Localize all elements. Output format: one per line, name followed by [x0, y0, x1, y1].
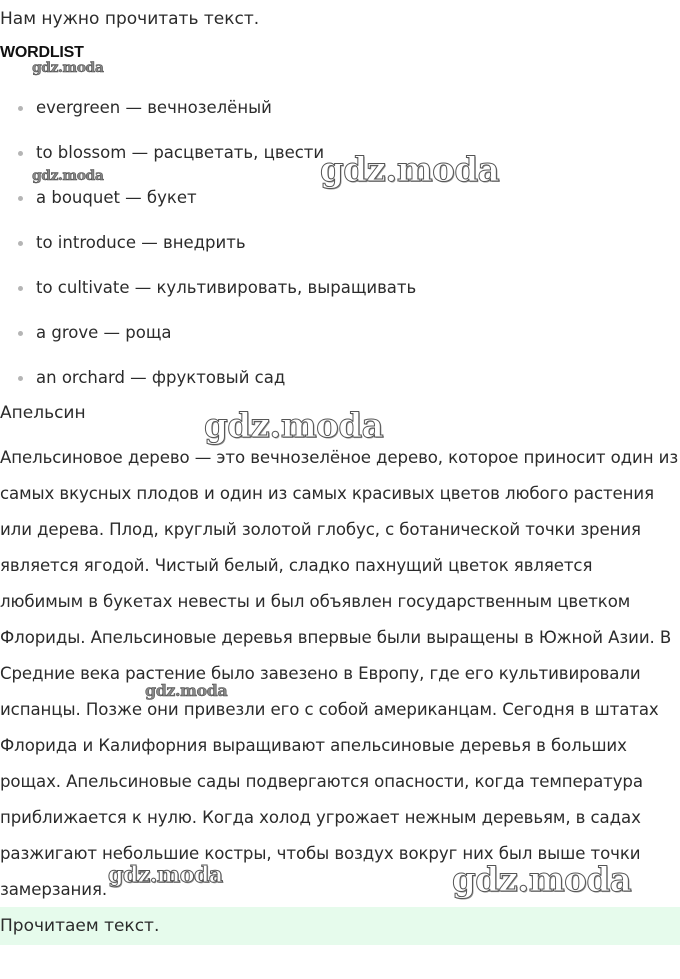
watermark: gdz.moda	[32, 168, 104, 184]
list-item	[0, 97, 416, 142]
list-item-text: to cultivate — культивировать, выращивать	[36, 278, 417, 297]
bullet-icon	[18, 286, 23, 291]
list-item	[0, 277, 416, 322]
list-item	[0, 232, 416, 277]
bullet-icon	[18, 376, 23, 381]
watermark: gdz.moda	[108, 862, 223, 888]
text-title: Апельсин	[0, 403, 86, 423]
footer-bar	[0, 907, 680, 945]
list-item	[0, 187, 416, 232]
wordlist	[0, 97, 416, 412]
wordlist-heading: WORDLIST	[0, 44, 84, 61]
watermark: gdz.moda	[320, 150, 500, 190]
bullet-icon	[18, 106, 23, 111]
watermark: gdz.moda	[32, 60, 104, 76]
footer-text: Прочитаем текст.	[0, 916, 160, 936]
bullet-icon	[18, 196, 23, 201]
list-item-text: a grove — роща	[36, 323, 172, 342]
intro-text: Нам нужно прочитать текст.	[0, 9, 260, 29]
watermark: gdz.moda	[204, 406, 384, 446]
list-item-text: a bouquet — букет	[36, 188, 197, 207]
body-text: Апельсиновое дерево — это вечнозелёное дерево, которое приносит один из самых вкусных плодов и один из самых красивых цветов любого растения или дерева. Плод, круглый золотой глобус, с ботанической точки зрения является ягодой. Чистый белый, сладко пахнущий цветок является любимым в букетах невесты и был объявлен государственным цветком Флориды. Апельсиновые деревья впервые были выращены в Южной Азии. В Средние века растение было завезено в Европу, где его культивировали испанцы. Позже они привезли его с собой американцам. Сегодня в штатах Флорида и Калифорния выращивают апельсиновые деревья в больших рощах. Апельсиновые сады подвергаются опасности, когда температура приближается к нулю. Когда холод угрожает нежным деревьям, в садах разжигают небольшие костры, чтобы воздух вокруг них был выше точки замерзания.	[0, 448, 679, 899]
list-item	[0, 322, 416, 367]
watermark: gdz.moda	[145, 681, 228, 700]
bullet-icon	[18, 151, 23, 156]
list-item-text: to introduce — внедрить	[36, 233, 246, 252]
list-item-text: evergreen — вечнозелёный	[36, 98, 272, 117]
bullet-icon	[18, 241, 23, 246]
bullet-icon	[18, 331, 23, 336]
watermark: gdz.moda	[452, 860, 632, 900]
list-item-text: an orchard — фруктовый сад	[36, 368, 286, 387]
list-item-text: to blossom — расцветать, цвести	[36, 143, 325, 162]
